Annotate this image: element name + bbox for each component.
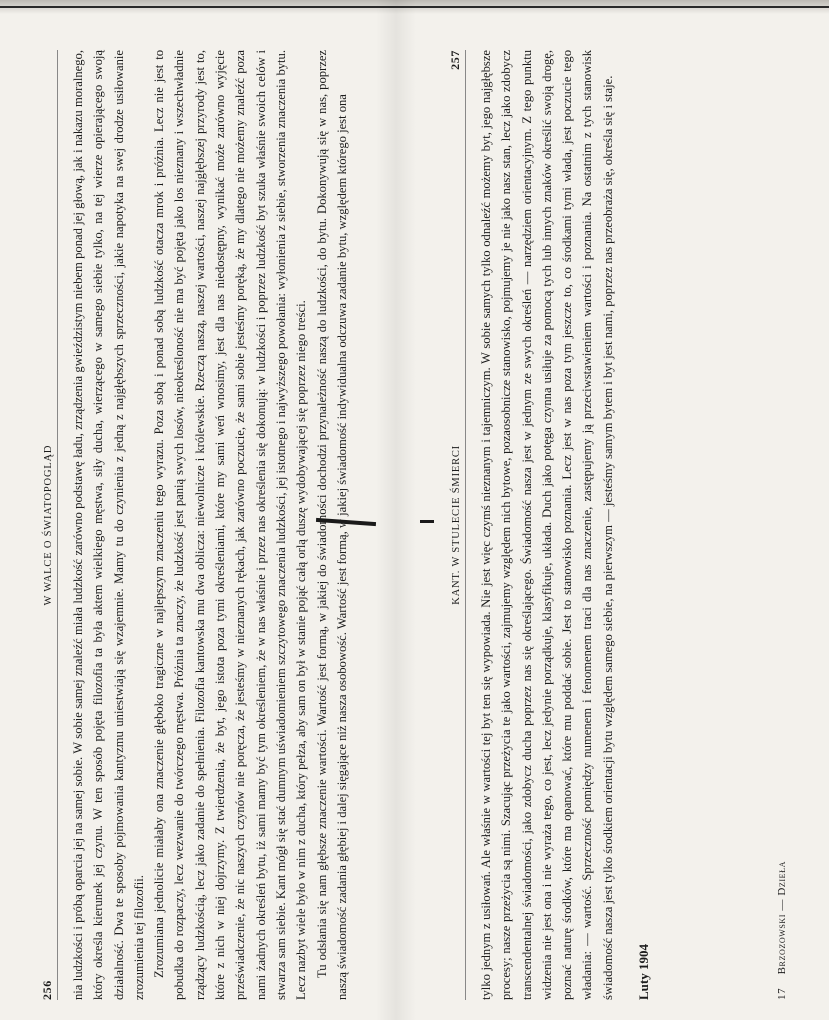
right-page (448, 50, 788, 1000)
right-running-title: KANT. W STULECIE ŚMIERCI (451, 445, 462, 605)
right-page-text (476, 50, 652, 1000)
date-signoff: Luty 1904 (636, 944, 652, 1000)
page-footer (776, 861, 788, 1000)
left-page-number: 256 (40, 980, 54, 1000)
gutter-mark-small (420, 520, 434, 523)
right-paragraph-1: tylko jednym z usiłowań. Ale właśnie w wartości tej byt ten się wypowiada. Nie jest więc czymś nieznanym i tajemniczym. W sobie samych tylko odnaleźć możemy byt, jego najgłębsze procesy; nasze przeżycia są nimi. Szacując przeżycia te jako wartości, zajmujemy względem nich bytowe, pozaosobnicze stanowisko, pojmujemy je nie jako nasz stan, lecz jako zdobycz transcendentalnej świadomości, jako zdobycz ducha poprzez nas się określającego. Świadomość nasza jest w jednym ze swych określeń — narzędziem orientacyjnym. Z tego punktu widzenia nie jest ona i nie wyraża tego, co jest, lecz jedynie porządkuje, klasyfikuje, układa. Duch jako potęga czynna usiłuje za pomocą tych lub innych znaków określić swoją drogę, poznać naturę środków, które ma opanować, które mu poddać sobie. Jest to stanowisko poznania. Lecz jest w nas poza tym jeszcze to, co środkami tymi włada, jest poczucie tego władania: — wartość. Sprzeczność pomiędzy numenem i fenomenem traci dla nas znaczenie, zastępujemy ją przeciwstawieniem wartości i poznania. Na ostatnim z tych stanowisk świadomość nasza jest tylko środkiem orientacji bytu względem samego siebie, na pierwszym — jesteśmy samym bytem i byt jest nami, poprzez nas przeobraża się, określa się i staje. (479, 50, 615, 1000)
right-running-head (448, 50, 466, 1000)
left-page (40, 50, 370, 1000)
footer-sheet-number: 17 (776, 987, 788, 1000)
left-paragraph-2: Zrozumiana jednolicie miałaby ona znaczenie głęboko tragiczne w najlepszym znaczeniu tego wyrazu. Poza sobą i ponad sobą ludzkość otacza mrok i próżnia. Lecz nie jest to pobudka do rozpaczy, lecz wezwanie do twórczego męstwa. Próżnia ta znaczy, że ludzkość jest panią swych losów, nieokreśloność nie ma być pojęta jako los nieznany i wszechwładnie rządzący ludzkością, lecz jako zadanie do spełnienia. Filozofia kantowska mu dwa oblicza: niewolnicze i królewskie. Rzeczą naszą, naszej wartości, naszej najgłębszej przyrody jest to, które z nich w niej dojrzymy. Z twierdzenia, że byt, jego istota poza tymi określeniami, które my sami weń wnosimy, jest dla nas niedostępny, wynikać może zarówno wyjęcie przeświadczenie, że nic naszych czynów nie poręcza, że jesteśmy w nieznanych rękach, jak zarówno poczucie, że sami sobie jesteśmy poręką, że my dlatego nie możemy znaleźć poza nami żadnych określeń bytu, iż sami mamy być tym określeniem, że w nas właśnie i przez nas określenia się dokonują: w ludzkości i poprzez ludzkość byt szuka właśnie swoich celów i stwarza sam siebie. Kant mógł się stać dumnym uświadomieniem szczytowego znaczenia ludzkości, jej istotnego i najwyższego powołania: wyłonienia z siebie, stworzenia znaczenia bytu. Lecz nazbyt wiele było w nim z ducha, który pełza, aby sam on był w stanie pojąć całą orlą duszę wydobywającej się poprzez niego treści. (152, 50, 309, 1000)
left-running-head (40, 50, 58, 1000)
right-page-number: 257 (448, 50, 462, 70)
left-paragraph-1: nia ludzkości i próbą oparcia jej na samej sobie. W sobie samej znaleźć miała ludzkość zarówno podstawę ładu, zrządzenia gwieździstym niebem ponad jej głową, jak i nakazu moralnego, który określa kierunek jej czynu. W ten sposób pojęta filozofia ta była aktem wielkiego męstwa, siły ducha, wierzącego w samego siebie tylko, na tej wierze opierającego swoją działalność. Dwa te sposoby pojmowania kantyzmu uniestwiają się wzajemnie. Mamy tu do czynienia z jedną z najgłębszych sprzeczności, jakie napotyka na swej drodze usiłowanie zrozumienia tej filozofii. (71, 50, 146, 1000)
left-page-text (68, 50, 352, 1000)
left-paragraph-3: Tu odsłania się nam głębsze znaczenie wartości. Wartość jest formą, w jakiej do świadomości dochodzi przynależność naszą do ludzkości, do bytu. Dokonywują się w nas, poprzez naszą świadomość zadania głębiej i dalej sięgające niż nasza osobowość. Wartość jest formą, w jakiej świadomość indywidualna odczuwa zadanie bytu, względem którego jest ona (314, 50, 349, 1000)
footer-title: Brzozowski — Dzieła (776, 861, 788, 975)
left-running-title: W WALCE O ŚWIATOPOGLĄD (43, 444, 54, 606)
book-gutter (376, 0, 416, 1020)
